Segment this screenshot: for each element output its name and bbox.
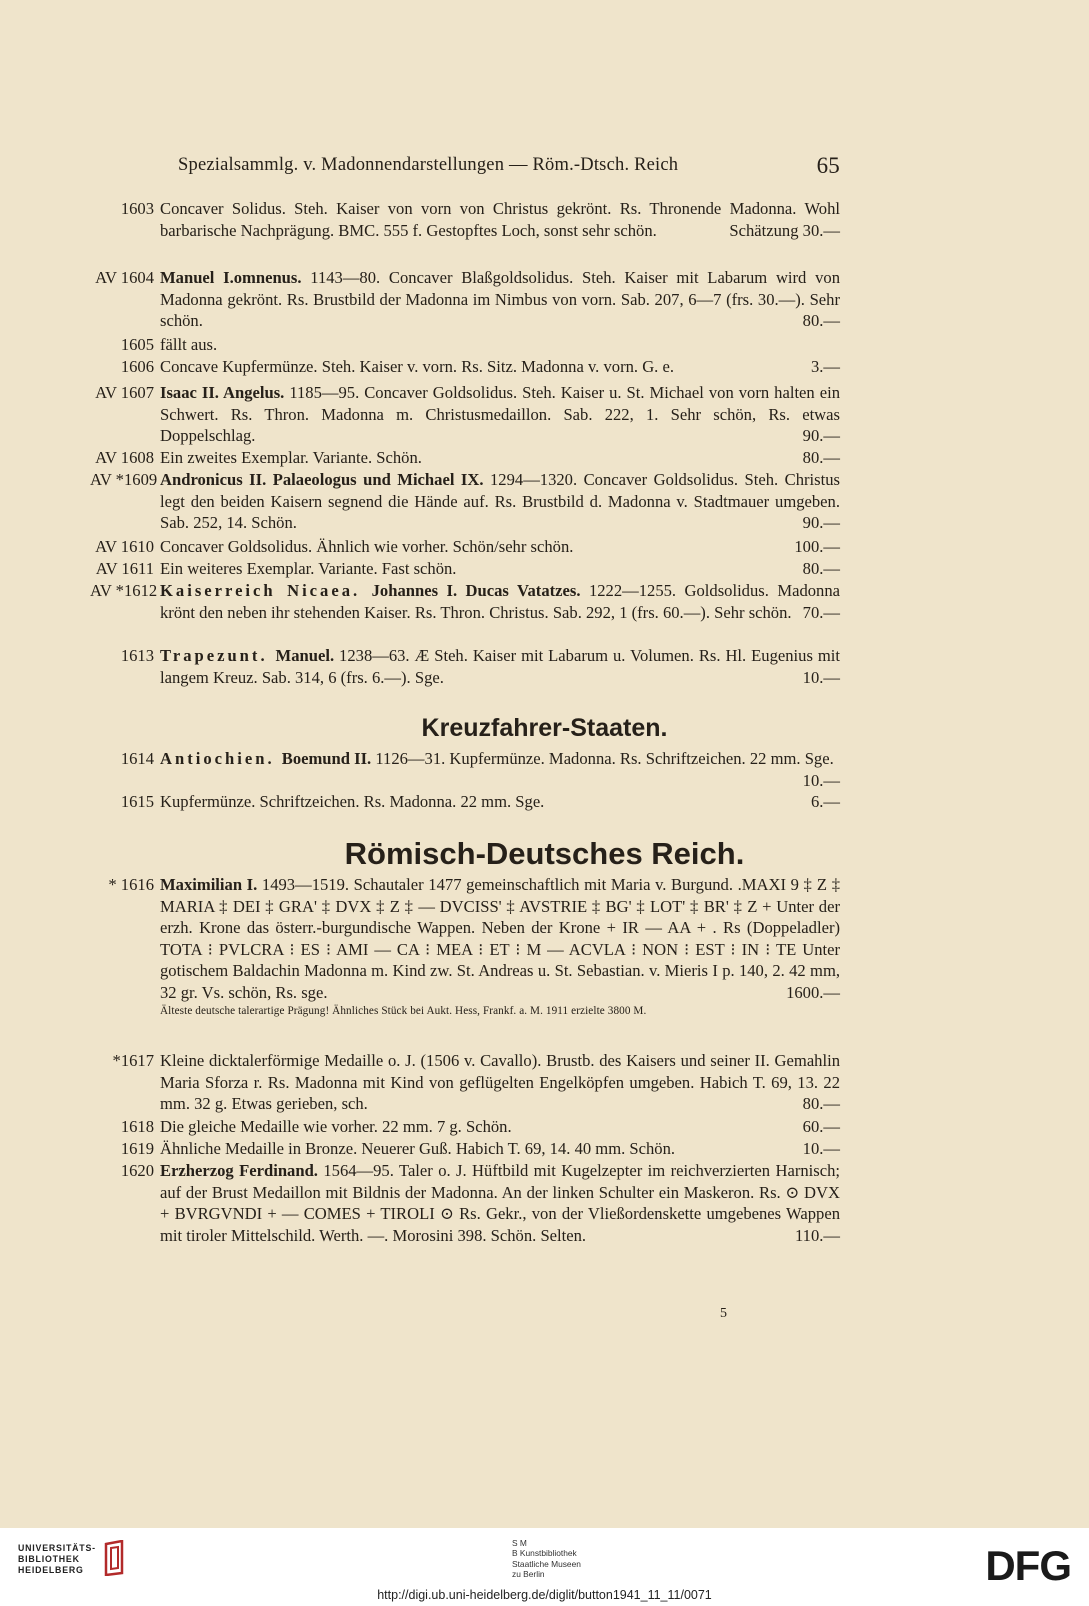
description: 1493—1519. Schautaler 1477 gemeinschaftlich mit Maria v. Burgund. .MAXI 9 ‡ Z ‡ MARIA ‡ DEI ‡ GRA' ‡ DVX ‡ Z ‡ — DVCISS' ‡ AVSTRIE ‡ BG' ‡ LOT' ‡ BR' ‡ Z + Unter der erzh. Krone das österr.-burgundische Wappen. Neben der Krone + IR — AA + . Rs (Doppeladler) TOTA ⁝ PVLCRA ⁝ ES ⁝ AMI — CA ⁝ MEA ⁝ ET ⁝ M — ACVLA ⁝ NON ⁝ EST ⁝ IN ⁝ TE Unter gotischem Baldachin Madonna m. Kind zw. St. Andreas u. St. Sebastian. v. Mieris I p. 140, 2. 42 mm, 32 gr. Vs. schön, Rs. sge. [160,875,840,1002]
catalog-entry [90,469,840,534]
entry-text [160,874,840,1004]
description: Ein zweites Exemplar. Variante. Schön. [160,448,422,467]
description: 1238—63. Æ Steh. Kaiser mit Labarum u. Volumen. Rs. Hl. Eugenius mit langem Kreuz. Sab. 314, 6 (frs. 6.—). Sge. [160,646,840,687]
lot-number: 1613 [120,646,154,665]
entry-text [160,1050,840,1115]
ruler-name: Andronicus II. Palaeologus und Michael IX. [160,470,490,489]
lot-number: *1617 [112,1051,154,1070]
entry-text [160,382,840,447]
section-heading-roemisch-deutsch: Römisch-Deutsches Reich. [344,836,745,871]
description: 1185—95. Concaver Goldsolidus. Steh. Kaiser u. St. Michael von vorn halten ein Schwert. Rs. Thron. Madonna m. Christusmedaillon. Sab. 222, 1. Sehr schön, Rs. etwas Doppelschlag. [160,383,840,446]
price: 10.— [802,770,840,790]
description: Concaver Solidus. Steh. Kaiser von vorn von Christus gekrönt. Rs. Thronende Madonna. Wohl barbarische Nachprägung. BMC. 555 f. Gestopftes Loch, sonst sehr schön. [160,199,840,240]
price: 90.— [802,426,840,446]
catalog-entry [90,874,840,1018]
description: Kupfermünze. Schriftzeichen. Rs. Madonna. 22 mm. Sge. [160,792,545,811]
catalog-entry [90,558,840,580]
lot-number: AV 1611 [95,559,154,578]
stamp-text: S M B Kunstbibliothek Staatliche Museen zu Berlin [512,1538,581,1580]
dfg-logo: DFG [985,1542,1071,1589]
entry-text [160,791,840,813]
catalog-entry [90,748,840,791]
catalog-entry [90,267,840,332]
catalog-entry [90,580,840,623]
lot-number: 1614 [120,749,154,768]
entry-text [160,1116,840,1138]
description: Concave Kupfermünze. Steh. Kaiser v. vorn. Rs. Sitz. Madonna v. vorn. G. e. [160,357,674,376]
ruler-name: Johannes I. Ducas Vatatzes. [371,581,589,600]
ruler-name: Boemund II. [281,749,376,768]
description: Concaver Goldsolidus. Ähnlich wie vorher. Schön/sehr schön. [160,537,574,556]
place-name: Kaiserreich Nicaea. [160,581,372,600]
catalog-entry [90,198,840,241]
lot-number: AV 1610 [95,537,154,556]
price: 80.— [802,311,840,331]
description: fällt aus. [160,335,218,354]
description: 1564—95. Taler o. J. Hüftbild mit Kugelzepter im reichverzierten Harnisch; auf der Brust Medaillon mit Bildnis der Madonna. An der linken Schulter ein Maskeron. Rs. ⊙ DVX + BVRGVNDI + — COMES + TIROLI ⊙ Rs. Gekr., von der Vließordenskette umgebenes Wappen mit tiroler Mittelschild. Werth. —. Morosini 398. Schön. Selten. [160,1161,840,1245]
signature-mark: 5 [720,1306,727,1321]
price: 6.— [810,792,840,811]
entry-text [160,580,840,623]
catalog-entry [90,1160,840,1246]
lot-number: 1619 [120,1139,154,1158]
description: 1126—31. Kupfermünze. Madonna. Rs. Schriftzeichen. 22 mm. Sge. [375,749,834,768]
entry-text [160,334,840,356]
catalog-entry [90,356,840,378]
lot-number: AV 1608 [95,448,154,467]
price: 60.— [802,1117,840,1136]
running-header [178,155,840,176]
price: 100.— [794,537,840,556]
lot-number: AV 1607 [95,383,154,402]
lot-number: * 1616 [108,875,154,894]
entry-text [160,447,840,469]
entry-text [160,536,840,558]
description: Kleine dicktalerförmige Medaille o. J. (1506 v. Cavallo). Brustb. des Kaisers und seiner II. Gemahlin Maria Sforza r. Rs. Madonna mit Kind von geflügelten Engelköpfen umgeben. Habich T. 69, 13. 22 mm. 32 g. Etwas gerieben, sch. [160,1051,840,1114]
ruler-name: Maximilian I. [160,875,262,894]
catalog-entry [90,1050,840,1115]
entry-text [160,748,840,790]
description: 1294—1320. Concaver Goldsolidus. Steh. Christus legt den beiden Kaisern segnend die Hände auf. Rs. Brustbild d. Madonna v. Stadtmauer umgeben. Sab. 252, 14. Schön. [160,470,840,533]
price: 80.— [802,448,840,467]
description: 1143—80. Concaver Blaßgoldsolidus. Steh. Kaiser mit Labarum wird von Madonna gekrönt. Rs. Brustbild der Madonna im Nimbus von vorn. Sab. 207, 6—7 (frs. 30.—). Sehr schön. [160,268,840,331]
place-name: Trapezunt. [160,646,276,665]
library-name: UNIVERSITÄTS- BIBLIOTHEK HEIDELBERG [18,1543,96,1576]
lot-number: 1605 [120,335,154,354]
price: 80.— [802,559,840,578]
price: 110.— [794,1225,840,1245]
catalog-entry [90,1116,840,1138]
lot-number: AV 1604 [95,268,154,287]
price: 1600.— [786,982,840,1002]
ruler-name: Manuel I.omnenus. [160,268,311,287]
lot-number: AV *1612 [90,581,158,600]
entry-text [160,469,840,534]
catalog-entry [90,791,840,813]
entry-text [160,558,840,580]
catalog-entry [90,536,840,558]
ruler-name: Isaac II. Angelus. [160,383,290,402]
entry-text [160,267,840,332]
price: Schätzung 30.— [729,220,840,240]
entry-text [160,1160,840,1246]
lot-number: 1606 [120,357,154,376]
description: 1222—1255. Goldsolidus. Madonna krönt den neben ihr stehenden Kaiser. Rs. Thron. Christus. Sab. 292, 1 (frs. 60.—). Sehr schön. [160,581,841,622]
entry-text [160,1138,840,1160]
price: 80.— [802,1094,840,1114]
lot-number: 1620 [120,1161,154,1180]
price: 10.— [802,1139,840,1158]
page-number: 65 [816,153,840,178]
footnote: Älteste deutsche talerartige Prägung! Ähnliches Stück bei Aukt. Hess, Frankf. a. M. 1911 erzielte 3800 M. [160,1004,647,1017]
place-name: Antiochien. [160,749,282,768]
price: 3.— [810,357,840,376]
lot-number: AV *1609 [90,470,158,489]
running-title: Spezialsammlg. v. Madonnendarstellungen — Röm.-Dtsch. Reich [178,155,679,175]
lot-number: 1615 [120,792,154,811]
catalog-entry [90,1138,840,1160]
price: 70.— [802,602,840,622]
source-url-link[interactable]: http://digi.ub.uni-heidelberg.de/diglit/button1941_11_11/0071 [377,1588,712,1602]
description: Die gleiche Medaille wie vorher. 22 mm. 7 g. Schön. [160,1117,512,1136]
description: Ähnliche Medaille in Bronze. Neuerer Guß. Habich T. 69, 14. 40 mm. Schön. [160,1139,676,1158]
entry-text [160,198,840,241]
section-heading-kreuzfahrer: Kreuzfahrer-Staaten. [421,714,668,742]
digitization-footer [0,1528,1089,1606]
price: 90.— [802,513,840,533]
library-logo-icon [100,1540,130,1576]
lot-number: 1618 [120,1117,154,1136]
catalog-entry [90,447,840,469]
lot-number: 1603 [120,199,154,218]
catalog-entry [90,334,840,356]
description: Ein weiteres Exemplar. Variante. Fast schön. [160,559,457,578]
ruler-name: Manuel. [275,646,340,665]
catalog-entry [90,382,840,447]
entry-text [160,356,840,378]
price: 10.— [802,667,840,687]
ruler-name: Erzherzog Ferdinand. [160,1161,324,1180]
catalog-entry [90,645,840,688]
entry-text [160,645,840,688]
